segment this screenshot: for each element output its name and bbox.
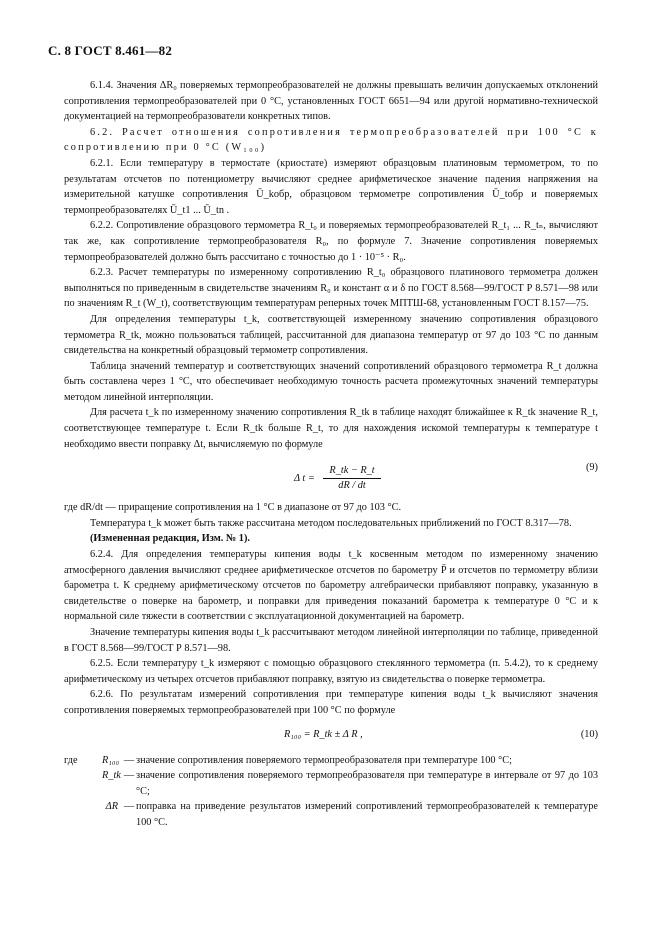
paragraph-amendment-note: (Измененная редакция, Изм. № 1). [90,533,250,545]
paragraph-table-values: Таблица значений температур и соответствующих значений сопротивлений образцового термометра R_t должна быть составлена через 1 °С, что обеспечивает необходимую точность расчета промежуточных значений температуры методом линейной интерполяции. [64,360,598,403]
paragraph-temperature-table: Для определения температуры t_k, соответствующей измеренному значению сопротивления образцового термометра R_tk, можно пользоваться таблицей, рассчитанной для диапазона температур от 97 до 103 °С по данным свидетельства на конкретный образцовый термометр сопротивления. [64,313,598,357]
page-content [64,78,598,831]
paragraph-tk-calculation: Для расчета t_k по измеренному значению сопротивления R_tk в таблице находят ближайшее к R_tk значение R_t, соответствующее температуре t. Если R_tk больше R_t, то для нахождения искомой температуры к температуре t необходимо ввести поправку Δt, вычисляемую по формуле [64,407,598,450]
where-dash: — [123,801,135,813]
formula-9-lhs: Δ t = [294,473,315,485]
where-dash: — [123,770,135,782]
where-definition-rtk: значение сопротивления поверяемого термопреобразователя при температуре в интервале от 97 до 103 °С; [136,770,598,797]
formula-10-expression: R₁₀₀ = R_tk ± Δ R , [284,728,363,740]
where-dash: — [123,754,135,766]
paragraph-6-2-1: 6.2.1. Если температуру в термостате (криостате) измеряют образцовым платиновым термометром, то по результатам отсчетов по потенциометру вычисляют среднее арифметическое значение падения напряжения на измерительной катушке сопротивления Ū_kобр, образцовом термометре сопротивления Ū_tобр и поверяемых термопреобразователях Ū_t1 ... Ū_tn . [64,157,598,216]
paragraph-successive-approx: Температура t_k может быть также рассчитана методом последовательных приближений по ГОСТ 8.317—78. [90,517,572,529]
where-definitions [64,753,598,831]
page-header: С. 8 ГОСТ 8.461—82 [48,43,173,58]
where-label: где [64,754,78,766]
formula-9-expression [294,464,381,493]
formula-9-numerator: R_tk − R_t [323,464,380,479]
paragraph-6-2-2: 6.2.2. Сопротивление образцового термометра R_t₀ и поверяемых термопреобразователей R_t₁ ... R_tₙ, вычисляют так же, как сопротивление термопреобразователя R₀, по формуле 7. Значение сопротивления поверяемых термопреобразователей должно быть рассчитано с точностью до 1 · 10⁻⁵ · R₀. [64,220,598,263]
where-symbol-rtk: R_tk [102,770,121,782]
formula-9 [64,456,598,494]
formula-9-number: (9) [585,462,598,474]
formula-10-number: (10) [580,728,598,740]
paragraph-6-2-6: 6.2.6. По результатам измерений сопротивления при температуре кипения воды t_k вычисляют значения сопротивления поверяемых термопреобразователей при 100 °С по формуле [64,689,598,716]
paragraph-6-1-4: 6.1.4. Значения ΔR₀ поверяемых термопреобразователей не должны превышать величин допускаемых отклонений сопротивления термопреобразователей при 0 °С, установленных ГОСТ 6651—94 или другой нормативно-технической документацией на термопреобразователи конкретных типов. [64,80,598,123]
formula-9-denominator: dR / dt [338,480,366,492]
where-symbol-delta-r: ΔR [105,801,118,813]
formula-9-fraction [323,464,380,493]
paragraph-6-2-heading: 6.2. Расчет отношения сопротивления термопреобразователей при 100 °С к сопротивлению при 0 °С (W₁₀₀) [64,126,598,154]
paragraph-where-dr-dt: где dR/dt — приращение сопротивления на 1 °С в диапазоне от 97 до 103 °С. [64,502,402,514]
paragraph-boiling-interp: Значение температуры кипения воды t_k рассчитывают методом линейной интерполяции по таблице, приведенной в ГОСТ 8.568—99/ГОСТ Р 8.571—98. [64,627,598,654]
paragraph-6-2-3: 6.2.3. Расчет температуры по измеренному сопротивлению R_t₀ образцового платинового термометра должен выполняться по приведенным в свидетельстве значениям R₀ и констант α и δ по ГОСТ 8.568—99/ГОСТ Р 8.571—98 или по значениям R_t (W_t), соответствующим температурам реперных точек МПТШ-68, установленным ГОСТ 8.157—75. [64,267,598,310]
paragraph-6-2-5: 6.2.5. Если температуру t_k измеряют с помощью образцового стеклянного термометра (п. 5.4.2), то к среднему арифметическому из четырех отсчетов прибавляют поправку, взятую из свидетельства о поверке термометра. [64,658,598,685]
formula-10 [64,723,598,751]
where-symbol-r100: R₁₀₀ [102,754,120,766]
paragraph-6-2-4: 6.2.4. Для определения температуры кипения воды t_k косвенным методом по измеренному значению атмосферного давления вычисляют среднее арифметическое отсчетов по барометру P̄ и отсчетов по термометру вблизи барометра t. К среднему арифметическому отсчетов по барометру алгебраически прибавляют поправку, указанную в свидетельстве о поверке на барометр, и поправки для приведения показаний барометра к температуре 0 °С и к нормальной силе тяжести в соответствии с эксплуатационной документацией на барометр. [64,549,598,623]
where-definition-delta-r: поправка на приведение результатов измерений сопротивлений термопреобразователей к температуре 100 °С. [136,801,598,828]
where-definition-r100: значение сопротивления поверяемого термопреобразователя при температуре 100 °С; [136,754,512,766]
